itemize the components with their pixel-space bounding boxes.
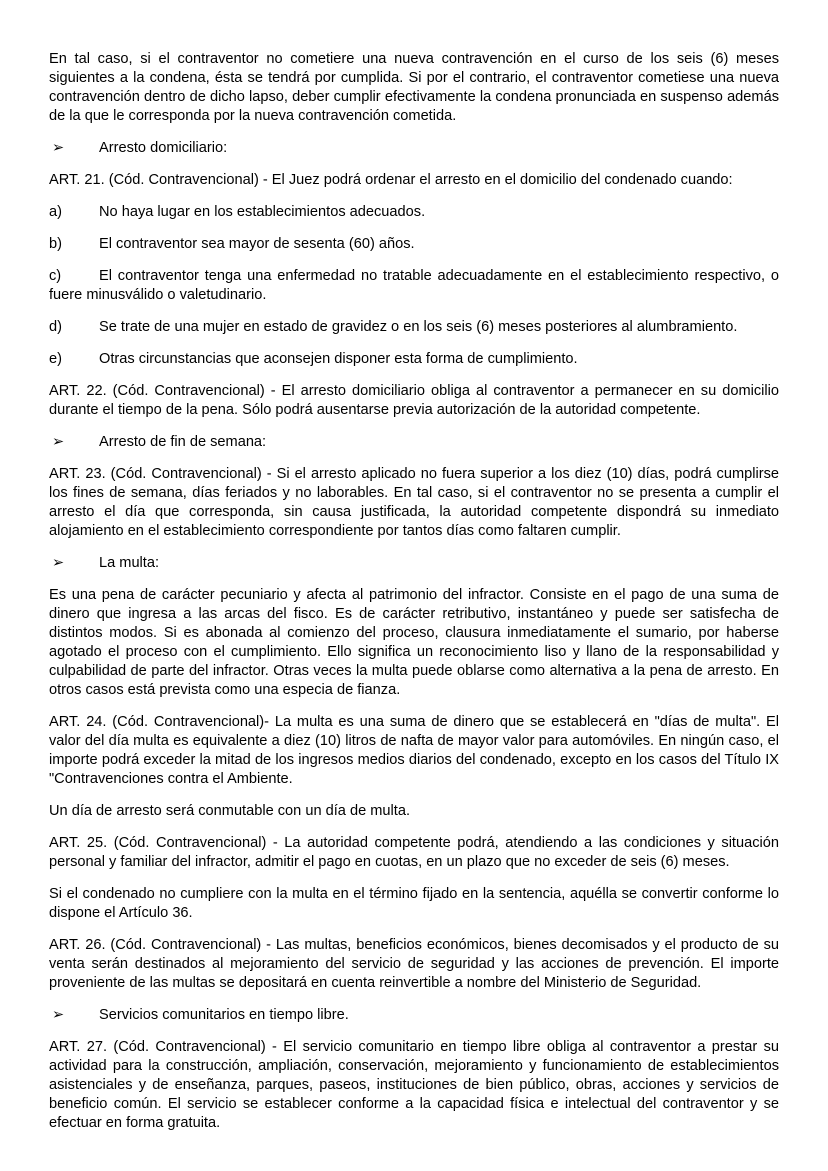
list-item-text: El contraventor sea mayor de sesenta (60) años. — [99, 236, 415, 252]
arrow-bullet-icon: ➢ — [52, 1007, 65, 1023]
heading-arresto-fin-de-semana — [49, 433, 779, 452]
list-item — [49, 235, 779, 254]
article-21: ART. 21. (Cód. Contravencional) - El Juez podrá ordenar el arresto en el domicilio del condenado cuando: — [49, 172, 733, 188]
paragraph-multa-descripcion: Es una pena de carácter pecuniario y afecta al patrimonio del infractor. Consiste en el pago de una suma de dinero que ingresa a las arcas del fisco. Es de carácter retributivo, instantáneo y puede ser satisfecha de distintos modos. Si es abonada al comienzo del proceso, clausura inmediatamente el sumario, por haberse agotado el proceso con el cumplimiento. Ello significa un reconocimiento liso y llano de la responsabilidad y culpabilidad de parte del infractor. Otras veces la multa puede oblarse como alternativa a la pena de arresto. En otros casos está prevista como una especia de fianza. — [49, 587, 779, 698]
article-23: ART. 23. (Cód. Contravencional) - Si el arresto aplicado no fuera superior a los diez (10) días, podrá cumplirse los fines de semana, días feriados y no laborables. En tal caso, si el contraventor no se presenta a cumplir el arresto el día que corresponda, sin causa justificada, la autoridad competente dispondrá su inmediato alojamiento en el establecimiento correspondiente por tantos días como faltaren cumplir. — [49, 466, 779, 539]
article-27: ART. 27. (Cód. Contravencional) - El servicio comunitario en tiempo libre obliga al contraventor a prestar su actividad para la construcción, ampliación, conservación, mejoramiento y funcionamiento de establecimientos asistenciales y de enseñanza, parques, paseos, instituciones de bien público, obras, acciones y servicios de beneficio común. El servicio se establecer conforme a la capacidad física e intelectual del contraventor y se efectuar en forma gratuita. — [49, 1039, 779, 1131]
list-item-text: El contraventor tenga una enfermedad no tratable adecuadamente en el establecimiento respectivo, o fuere minusválido o valetudinario. — [49, 268, 779, 303]
document-page — [49, 50, 779, 1146]
list-item-text: No haya lugar en los establecimientos adecuados. — [99, 204, 426, 220]
list-item-letter: a) — [49, 204, 62, 220]
heading-servicios-comunitarios — [49, 1006, 779, 1025]
paragraph-intro: En tal caso, si el contraventor no cometiere una nueva contravención en el curso de los seis (6) meses siguientes a la condena, ésta se tendrá por cumplida. Si por el contrario, el contraventor cometiese una nueva contravención dentro de dicho lapso, deber cumplir efectivamente la condena pronunciada en suspenso además de la que le corresponda por la nueva contravención cometida. — [49, 51, 779, 124]
heading-text: Servicios comunitarios en tiempo libre. — [99, 1007, 349, 1023]
heading-text: Arresto domiciliario: — [99, 140, 228, 156]
paragraph-conmutable: Un día de arresto será conmutable con un día de multa. — [49, 803, 411, 819]
list-item-letter: b) — [49, 236, 62, 252]
article-25: ART. 25. (Cód. Contravencional) - La autoridad competente podrá, atendiendo a las condiciones y situación personal y familiar del infractor, admitir el pago en cuotas, en un plazo que no exceder de seis (6) meses. — [49, 835, 779, 870]
list-item-letter: d) — [49, 319, 62, 335]
list-item-text: Otras circunstancias que aconsejen disponer esta forma de cumplimiento. — [99, 351, 578, 367]
arrow-bullet-icon: ➢ — [52, 434, 65, 450]
heading-arresto-domiciliario — [49, 139, 779, 158]
heading-text: La multa: — [99, 555, 160, 571]
list-item-text: Se trate de una mujer en estado de gravidez o en los seis (6) meses posteriores al alumbramiento. — [99, 319, 738, 335]
list-item — [49, 267, 779, 305]
arrow-bullet-icon: ➢ — [52, 555, 65, 571]
list-item-letter: c) — [49, 268, 62, 284]
article-22: ART. 22. (Cód. Contravencional) - El arresto domiciliario obliga al contraventor a permanecer en su domicilio durante el tiempo de la pena. Sólo podrá ausentarse previa autorización de la autoridad competente. — [49, 383, 779, 418]
article-26: ART. 26. (Cód. Contravencional) - Las multas, beneficios económicos, bienes decomisados y el producto de su venta serán destinados al mejoramiento del servicio de seguridad y las acciones de prevención. El importe proveniente de las multas se depositará en cuenta reinvertible a nombre del Ministerio de Seguridad. — [49, 937, 779, 991]
heading-text: Arresto de fin de semana: — [99, 434, 267, 450]
list-item — [49, 350, 779, 369]
paragraph-incumplimiento: Si el condenado no cumpliere con la multa en el término fijado en la sentencia, aquélla se convertir conforme lo dispone el Artículo 36. — [49, 886, 779, 921]
arrow-bullet-icon: ➢ — [52, 140, 65, 156]
list-item-letter: e) — [49, 351, 62, 367]
article-24: ART. 24. (Cód. Contravencional)- La multa es una suma de dinero que se establecerá en "días de multa". El valor del día multa es equivalente a diez (10) litros de nafta de mayor valor para automóviles. En ningún caso, el importe podrá exceder la mitad de los ingresos medios diarios del condenado, excepto en los casos del Título IX "Contravenciones contra el Ambiente. — [49, 714, 779, 787]
list-item — [49, 318, 779, 337]
heading-la-multa — [49, 554, 779, 573]
list-item — [49, 203, 779, 222]
